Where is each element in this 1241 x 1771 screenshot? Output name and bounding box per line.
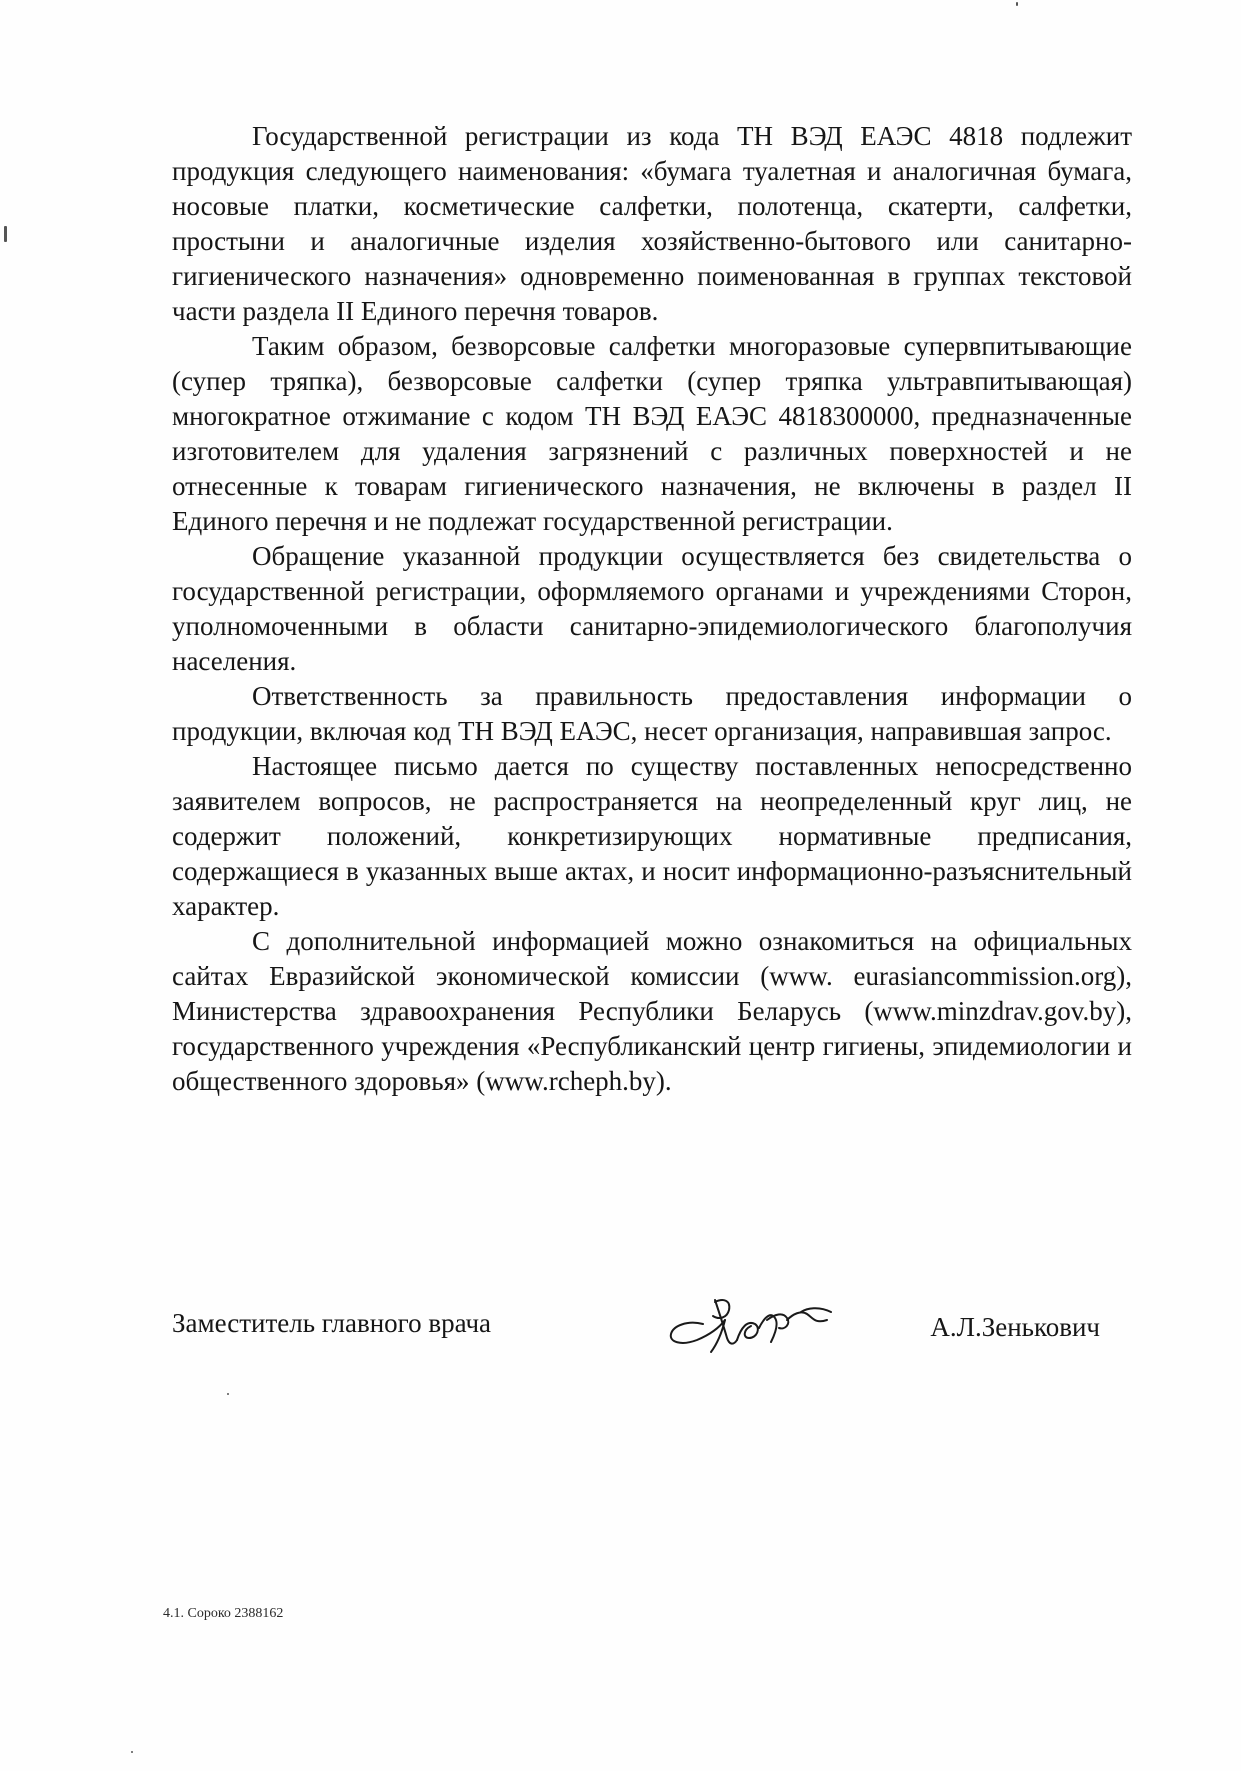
signer-position: Заместитель главного врача [172, 1308, 492, 1338]
letter-body [172, 119, 1132, 1099]
paragraph-responsibility: Ответственность за правильность предоставления информации о продукции, включая код ТН ВЭД ЕАЭС, несет организация, направившая запрос. [172, 681, 1132, 746]
paragraph-wipes-conclusion: Таким образом, безворсовые салфетки многоразовые супервпитывающие (супер тряпка), безворсовые салфетки (супер тряпка ультравпитывающая) многократное отжимание с кодом ТН ВЭД ЕАЭС 4818300000, предназначенные изготовителем для удаления загрязнений с различных поверхностей и не отнесенные к товарам гигиенического назначения, не включены в раздел II Единого перечня и не подлежат государственной регистрации. [172, 331, 1132, 536]
handwritten-signature-icon [667, 1290, 837, 1356]
signature-block [172, 1290, 1132, 1370]
scan-speck [1016, 2, 1018, 6]
paragraph-registration-scope: Государственной регистрации из кода ТН ВЭД ЕАЭС 4818 подлежит продукция следующего наименования: «бумага туалетная и аналогичная бумага, носовые платки, косметические салфетки, полотенца, скатерти, салфетки, простыни и аналогичные изделия хозяйственно-бытового или санитарно-гигиенического назначения» одновременно поименованная в группах текстовой части раздела II Единого перечня товаров. [172, 121, 1132, 326]
signer-name: А.Л.Зенькович [930, 1312, 1100, 1342]
scan-speck [131, 1751, 133, 1753]
paragraph-circulation: Обращение указанной продукции осуществляется без свидетельства о государственной регистрации, оформляемого органами и учреждениями Сторон, уполномоченными в области санитарно-эпидемиологического благополучия населения. [172, 541, 1132, 676]
scan-speck [227, 1393, 229, 1395]
paragraph-letter-scope: Настоящее письмо дается по существу поставленных непосредственно заявителем вопросов, не распространяется на неопределенный круг лиц, не содержит положений, конкретизирующих нормативные предписания, содержащиеся в указанных выше актах, и носит информационно-разъяснительный характер. [172, 751, 1132, 921]
scan-speck [4, 226, 7, 242]
paragraph-additional-info: С дополнительной информацией можно ознакомиться на официальных сайтах Евразийской экономической комиссии (www. eurasiancommission.org), Министерства здравоохранения Республики Беларусь (www.minzdrav.gov.by), государственного учреждения «Республиканский центр гигиены, эпидемиологии и общественного здоровья» (www.rcheph.by). [172, 926, 1132, 1096]
footer-reference: 4.1. Сороко 2388162 [163, 1606, 284, 1621]
